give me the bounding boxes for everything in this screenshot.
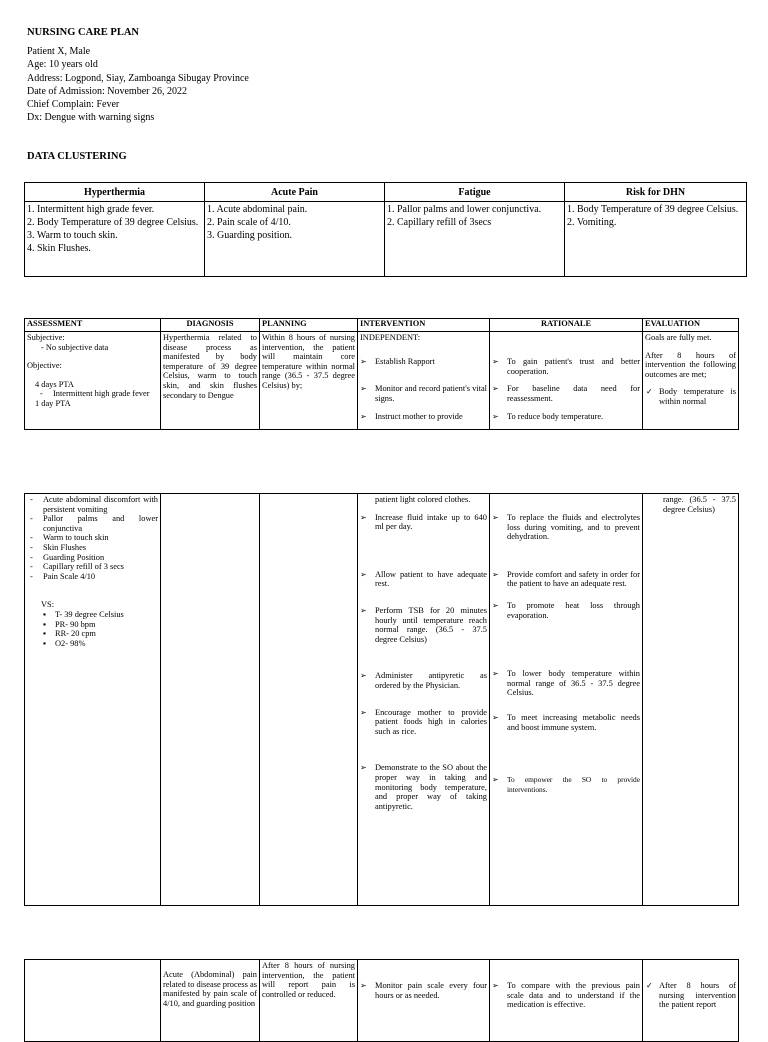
admission-date-line: Date of Admission: November 26, 2022 xyxy=(27,85,187,97)
rationale-item: ➢ To gain patient's trust and better cooperation. xyxy=(492,357,640,376)
assessment-cell xyxy=(25,332,161,430)
evaluation-cell xyxy=(643,332,739,430)
care-plan-table-2 xyxy=(24,493,739,906)
rationale-item: ➢ To compare with the previous pain scale data and to understand if the medication is effective. xyxy=(492,981,640,1010)
cluster-header-fatigue: Fatigue xyxy=(385,183,565,202)
evaluation-item: ✓ After 8 hours of nursing intervention the patient report xyxy=(645,981,736,1010)
subjective-item: - No subjective data xyxy=(41,342,109,352)
evaluation-body: After 8 hours of intervention the following outcomes are met; xyxy=(645,350,736,379)
cluster-cell-fatigue: 1. Pallor palms and lower conjunctiva. 2. Capillary refill of 3secs xyxy=(385,202,565,277)
evaluation-cell xyxy=(643,494,739,906)
intervention-cell xyxy=(358,494,490,906)
assessment-item: - Pain Scale 4/10 xyxy=(27,572,158,582)
rationale-item: ➢ To reduce body temperature. xyxy=(492,412,640,422)
cluster-header-hyperthermia: Hyperthermia xyxy=(25,183,205,202)
header-planning: PLANNING xyxy=(260,319,358,332)
care-plan-table-3 xyxy=(24,959,739,1042)
planning-cell xyxy=(260,494,358,906)
assessment-item: - Guarding Position xyxy=(27,553,158,563)
intervention-item: ➢ Administer antipyretic as ordered by the Physician. xyxy=(360,671,487,690)
assessment-cell xyxy=(25,494,161,906)
intervention-item: ➢ Monitor pain scale every four hours or as needed. xyxy=(360,981,487,1000)
header-assessment: ASSESSMENT xyxy=(25,319,161,332)
header-evaluation: EVALUATION xyxy=(643,319,739,332)
evaluation-intro: Goals are fully met. xyxy=(645,333,712,342)
diagnosis-cell: Hyperthermia related to disease process as manifested by body temperature of 39 degree Celsius, warm to touch skin, and skin flushes secondary to Dengue xyxy=(161,332,260,430)
rationale-item: ➢ To meet increasing metabolic needs and boost immune system. xyxy=(492,713,640,732)
diagnosis-cell xyxy=(161,494,260,906)
assessment-item: - Acute abdominal discomfort with persistent vomiting xyxy=(27,495,158,514)
evaluation-cell xyxy=(643,960,739,1042)
intervention-continued: patient light colored clothes. xyxy=(375,495,471,504)
rationale-item: ➢ For baseline data need for reassessment. xyxy=(492,384,640,403)
assessment-item: - Pallor palms and lower conjunctiva xyxy=(27,514,158,533)
age-line: Age: 10 years old xyxy=(27,59,98,71)
evaluation-item: ✓ Body temperature is within normal xyxy=(645,387,736,406)
objective-label: Objective: xyxy=(27,361,62,371)
pta-1-day: 1 day PTA xyxy=(35,398,71,408)
data-clustering-table xyxy=(24,182,747,277)
pta-4-days: 4 days PTA xyxy=(35,379,74,389)
vital-sign-item: ▪ RR- 20 cpm xyxy=(27,629,158,639)
cluster-cell-hyperthermia: 1. Intermittent high grade fever. 2. Body Temperature of 39 degree Celsius. 3. Warm to touch skin. 4. Skin Flushes. xyxy=(25,202,205,277)
assessment-item: - Skin Flushes xyxy=(27,543,158,553)
planning-cell: After 8 hours of nursing intervention, the patient will report pain is controlled or reduced. xyxy=(260,960,358,1042)
intervention-item: ➢ Establish Rapport xyxy=(360,357,487,367)
header-intervention: INTERVENTION xyxy=(358,319,490,332)
vital-sign-item: ▪ O2- 98% xyxy=(27,639,158,649)
vital-signs-label: VS: xyxy=(41,600,55,610)
rationale-cell xyxy=(490,494,643,906)
cluster-header-acute-pain: Acute Pain xyxy=(205,183,385,202)
assessment-item: - Warm to touch skin xyxy=(27,533,158,543)
intervention-item: ➢ Instruct mother to provide xyxy=(360,412,487,422)
rationale-item: ➢ To replace the fluids and electrolytes loss during vomiting, and to prevent dehydration. xyxy=(492,513,640,542)
subjective-label: Subjective: xyxy=(27,333,65,342)
rationale-cell xyxy=(490,332,643,430)
cluster-header-risk-dhn: Risk for DHN xyxy=(565,183,747,202)
planning-cell: Within 8 hours of nursing intervention, the patient will maintain core temperature within normal range (36.5 - 37.5 degree Celsius) by; xyxy=(260,332,358,430)
intervention-item: ➢ Increase fluid intake up to 640 ml per day. xyxy=(360,513,487,532)
document-title: NURSING CARE PLAN xyxy=(27,27,140,38)
independent-label: INDEPENDENT: xyxy=(360,333,421,342)
rationale-cell xyxy=(490,960,643,1042)
care-plan-table-1 xyxy=(24,318,739,430)
patient-line: Patient X, Male xyxy=(27,46,91,57)
chief-complaint-line: Chief Complain: Fever xyxy=(27,99,120,111)
rationale-item: ➢ To promote heat loss through evaporation. xyxy=(492,601,640,620)
intervention-item: ➢ Monitor and record patient's vital signs. xyxy=(360,384,487,403)
address-line: Address: Logpond, Siay, Zamboanga Sibugay Province xyxy=(27,72,249,84)
cluster-cell-acute-pain: 1. Acute abdominal pain. 2. Pain scale of 4/10. 3. Guarding position. xyxy=(205,202,385,277)
rationale-item: ➢ Provide comfort and safety in order for the patient to have an adequate rest. xyxy=(492,570,640,589)
diagnosis-line: Dx: Dengue with warning signs xyxy=(27,112,155,124)
intervention-item: ➢ Allow patient to have adequate rest. xyxy=(360,570,487,589)
rationale-item: ➢ To empower the SO to provide interventions. xyxy=(492,775,640,794)
pta-item: - Intermittent high grade fever xyxy=(37,389,158,399)
intervention-cell xyxy=(358,960,490,1042)
evaluation-continued: range. (36.5 - 37.5 degree Celsius) xyxy=(663,495,736,514)
patient-info xyxy=(27,45,249,125)
vital-sign-item: ▪ PR- 90 bpm xyxy=(27,620,158,630)
assessment-cell xyxy=(25,960,161,1042)
cluster-cell-risk-dhn: 1. Body Temperature of 39 degree Celsius. 2. Vomiting. xyxy=(565,202,747,277)
data-clustering-title: DATA CLUSTERING xyxy=(27,151,127,162)
rationale-item: ➢ To lower body temperature within normal range of 36.5 - 37.5 degree Celsius. xyxy=(492,669,640,698)
assessment-item: - Capillary refill of 3 secs xyxy=(27,562,158,572)
diagnosis-cell: Acute (Abdominal) pain related to disease process as manifested by pain scale of 4/10, and guarding position xyxy=(161,960,260,1042)
intervention-item: ➢ Encourage mother to provide patient foods high in calories such as rice. xyxy=(360,708,487,737)
intervention-cell xyxy=(358,332,490,430)
header-rationale: RATIONALE xyxy=(490,319,643,332)
intervention-item: ➢ Demonstrate to the SO about the proper way in taking and monitoring body temperature, and proper way of taking antipyretic. xyxy=(360,763,487,811)
vital-sign-item: ▪ T- 39 degree Celsius xyxy=(27,610,158,620)
intervention-item: ➢ Perform TSB for 20 minutes hourly until temperature reach normal range. (36.5 - 37.5 degree Celsius) xyxy=(360,606,487,644)
header-diagnosis: DIAGNOSIS xyxy=(161,319,260,332)
